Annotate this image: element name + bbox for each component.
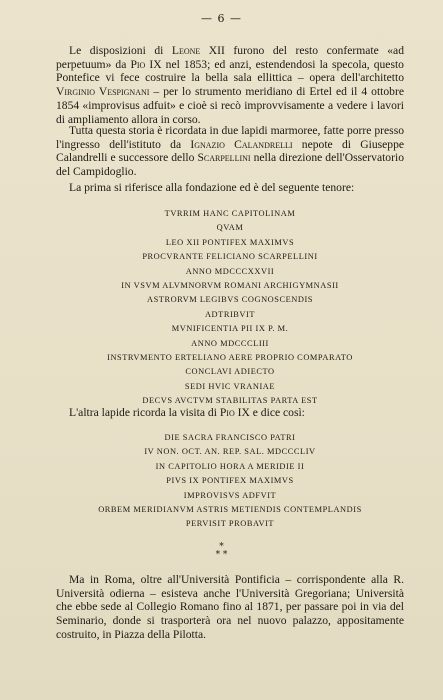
text-span: Le disposizioni di <box>69 44 172 57</box>
name-architect: Virginio Vespignani <box>56 85 150 99</box>
text-span: – per lo strumento meridiano di Ertel ed il 4 ottobre 1854 «improvisus adfuit» e cioè si recò improvvisamente a vedere i lavori di ampliamento allora in corso. <box>56 85 404 126</box>
inscription-line: ANNO MDCCCXXVII <box>185 266 275 276</box>
paragraph-first-plaque-intro <box>56 181 404 195</box>
inscription-visit <box>56 431 404 532</box>
inscription-foundation <box>56 207 404 409</box>
asterism-top: * <box>219 542 224 552</box>
inscription-line: ANNO MDCCCLIII <box>191 338 269 348</box>
text-span: nel 1853; ed anzi, estendendosi la specola, questo Pontefice vi fece costruire la bella sala ellittica – opera dell'architetto <box>56 57 404 85</box>
name-scarpellini: Scarpellini <box>197 151 251 165</box>
inscription-line: LEO XII PONTIFEX MAXIMVS <box>165 237 295 247</box>
section-asterism <box>0 543 443 559</box>
text-span: L'altra lapide ricorda la visita di <box>69 406 220 419</box>
inscription-line: ASTRORVM LEGIBVS COGNOSCENDIS <box>146 295 314 305</box>
inscription-line: IV NON. OCT. AN. REP. SAL. MDCCCLIV <box>144 447 316 457</box>
text-span: furono del resto confermate «ad perpetuum» da <box>56 44 404 71</box>
paragraph-papal-dispositions <box>56 44 404 126</box>
inscription-line: PERVISIT PROBAVIT <box>185 519 275 529</box>
paragraph-history-plaques <box>56 124 404 179</box>
inscription-line: PROCVRANTE FELICIANO SCARPELLINI <box>142 252 318 262</box>
name-pio: Pio IX <box>219 406 250 419</box>
gregorian-text: Ma in Roma, oltre all'Università Pontificia – corrispondente alla R. Università odierna – esisteva anche l'Università Gregoriana; Università che ebbe sede al Collegio Romano fino al 1871, per passare poi in via del Seminario, donde si trasporterà ora nel nuovo palazzo, appositamente costruito, in Piazza della Pilotta. <box>56 573 404 641</box>
intro-text: La prima si riferisce alla fondazione ed è del seguente tenore: <box>69 181 355 194</box>
paragraph-second-plaque-intro <box>56 406 404 420</box>
inscription-line: ADTRIBVIT <box>204 309 256 319</box>
inscription-line: CONCLAVI ADIECTO <box>185 367 275 377</box>
inscription-line: PIVS IX PONTIFEX MAXIMVS <box>166 476 294 486</box>
inscription-line: IMPROVISVS ADFVIT <box>183 490 277 500</box>
inscription-line: IN VSVM ALVMNORVM ROMANI ARCHIGYMNASII <box>121 281 339 291</box>
inscription-line: SEDI HVIC VRANIAE <box>184 381 276 391</box>
name-calandrelli: Ignazio Calandrelli <box>190 137 293 151</box>
text-span: Tutta questa storia è ricordata in due lapidi marmoree, fatte porre presso l'ingresso dell'istituto da <box>56 124 404 151</box>
text-span: nella direzione dell'Osservatorio del Campidoglio. <box>56 151 404 179</box>
inscription-line: DIE SACRA FRANCISCO PATRI <box>164 433 296 442</box>
text-span: nepote di Giuseppe Calandrelli e successore dello <box>56 137 405 165</box>
name-leone: Leone XII <box>171 44 225 57</box>
inscription-line: DECVS AVCTVM STABILITAS PARTA EST <box>142 396 318 406</box>
inscription-line: QVAM <box>216 223 244 233</box>
asterism-bottom: * * <box>215 550 228 560</box>
inscription-line: IN CAPITOLIO HORA A MERIDIE II <box>155 461 305 471</box>
inscription-line: ORBEM MERIDIANVM ASTRIS METIENDIS CONTEMPLANDIS <box>98 505 362 515</box>
inscription-line: MVNIFICENTIA PII IX P. M. <box>171 324 289 334</box>
inscription-line: INSTRVMENTO ERTELIANO AERE PROPRIO COMPARATO <box>107 353 353 363</box>
paragraph-gregorian-university <box>56 573 404 642</box>
text-span: e dice così: <box>249 406 305 419</box>
inscription-line: TVRRIM HANC CAPITOLINAM <box>164 209 296 218</box>
name-pio: Pio IX <box>130 57 162 71</box>
page-number: — 6 — <box>201 12 242 25</box>
